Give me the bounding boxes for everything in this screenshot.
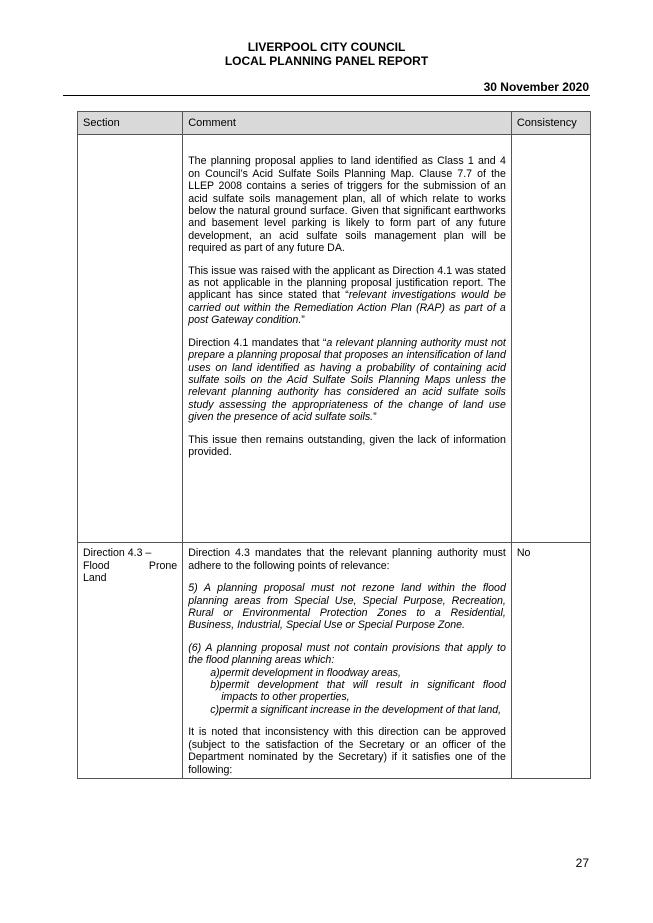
text-run: Prone <box>148 559 178 572</box>
text-run: This issue was raised with the applicant as Direction 4.1 was stated as not applicable in the planning proposal justification report. The applicant has since stated that “ <box>188 264 506 302</box>
quote-text: relevant investigations would be carried out within the Remediation Action Plan (RAP) as part of a post Gateway condition. <box>188 289 506 327</box>
consistency-table <box>77 111 591 779</box>
comment-paragraph: It is noted that inconsistency with this direction can be approved (subject to the satisfaction of the Secretary or an officer of the Department nominated by the Secretary) if it satisfies one of the following: <box>188 726 506 776</box>
section-cell <box>78 135 183 543</box>
section-label <box>83 560 177 572</box>
report-date: 30 November 2020 <box>483 80 589 94</box>
page-number: 27 <box>575 856 589 870</box>
comment-paragraph: (6) A planning proposal must not contain provisions that apply to the flood planning areas which: <box>188 641 506 667</box>
table-row <box>78 543 591 779</box>
table-header-row <box>78 112 591 135</box>
comment-paragraph <box>188 265 506 327</box>
list-item: c)permit a significant increase in the development of that land, <box>210 703 502 716</box>
list-item: b)permit development that will result in significant flood impacts to other properties, <box>210 679 506 704</box>
list-item: a)permit development in floodway areas, <box>210 666 401 679</box>
text-run: Flood <box>83 559 110 572</box>
section-label: Direction 4.3 – <box>83 547 152 560</box>
column-header-consistency: Consistency <box>511 112 590 135</box>
consistency-cell: No <box>511 543 590 779</box>
provision-list <box>188 667 506 717</box>
comment-cell <box>183 543 512 779</box>
comment-cell <box>183 135 512 543</box>
comment-paragraph <box>188 337 506 424</box>
section-label: Land <box>83 572 107 585</box>
comment-paragraph: 5) A planning proposal must not rezone land within the flood planning areas from Special Use, Special Purpose, Recreation, Rural or Environmental Protection Zones to a Residential, Business, Industrial, Special Use or Special Purpose Zone. <box>188 582 506 632</box>
council-name: LIVERPOOL CITY COUNCIL <box>247 40 406 54</box>
quote-text: a relevant planning authority must not prepare a planning proposal that proposes an intensification of land uses on land identified as having a probability of containing acid sulfate soils on the Acid Sulfate Soils Planning Maps unless the relevant planning authority has considered an acid sulfate soils study assessing the appropriateness of the change of land use given the presence of acid sulfate soils. <box>188 336 506 424</box>
comment-paragraph: This issue then remains outstanding, given the lack of information provided. <box>188 433 506 458</box>
section-cell <box>78 543 183 779</box>
column-header-section: Section <box>78 112 183 135</box>
column-header-comment: Comment <box>183 112 512 135</box>
comment-paragraph: The planning proposal applies to land identified as Class 1 and 4 on Council’s Acid Sulfate Soils Planning Map. Clause 7.7 of the LLEP 2008 contains a series of triggers for the submission of an acid sulfate soils management plan, all of which relate to works below the natural ground surface. Given that significant earthworks and basement level parking is likely to form part of any future development, an acid sulfate soils management plan will be required as part of any future DA. <box>188 155 506 255</box>
header-rule <box>63 95 590 96</box>
text-run: Direction 4.1 mandates that “ <box>188 336 327 349</box>
text-run: ” <box>373 411 377 424</box>
comment-paragraph: Direction 4.3 mandates that the relevant planning authority must adhere to the following points of relevance: <box>188 547 506 572</box>
table-row <box>78 135 591 543</box>
consistency-cell <box>511 135 590 543</box>
report-title: LOCAL PLANNING PANEL REPORT <box>224 54 429 68</box>
text-run: ” <box>301 314 305 327</box>
